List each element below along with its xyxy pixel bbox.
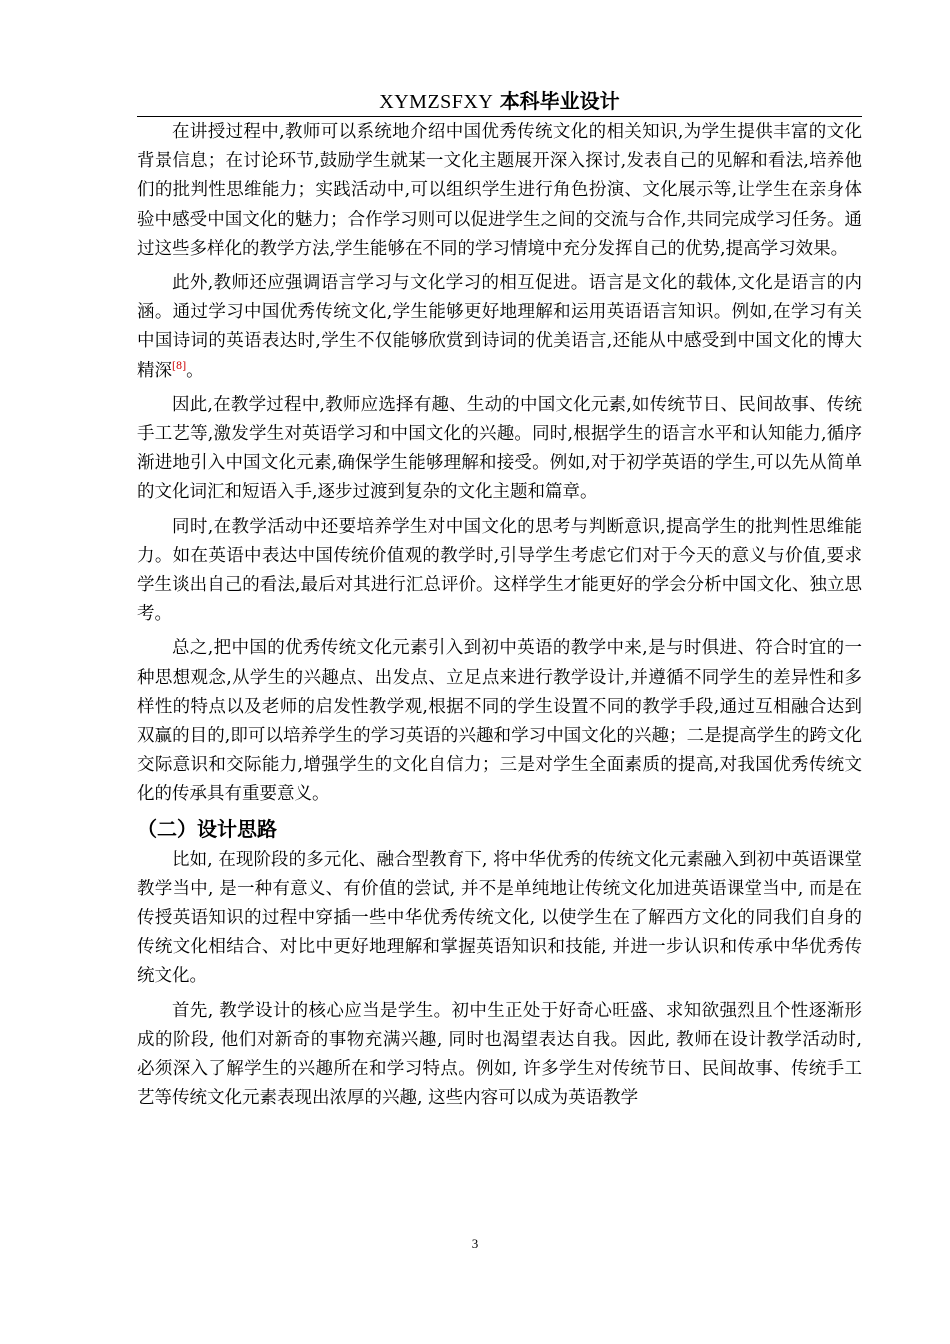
paragraph-tail: 。 xyxy=(186,360,204,381)
paragraph: 总之,把中国的优秀传统文化元素引入到初中英语的教学中来,是与时俱进、符合时宜的一种思想观念,从学生的兴趣点、出发点、立足点来进行教学设计,并遵循不同学生的差异性和多样性的特点以及老师的启发性教学观,根据不同的学生设置不同的教学手段,通过互相融合达到双赢的目的,即可以培养学生的学习英语的兴趣和学习中国文化的兴趣；二是提高学生的跨文化交际意识和交际能力,增强学生的文化自信力；三是对学生全面素质的提高,对我国优秀传统文化的传承具有重要意义。 xyxy=(137,638,862,805)
document-body xyxy=(137,118,862,1114)
paragraph-text: 此外,教师还应强调语言学习与文化学习的相互促进。语言是文化的载体,文化是语言的内涵。通过学习中国优秀传统文化,学生能够更好地理解和运用英语语言知识。例如,在学习有关中国诗词的英语表达时,学生不仅能够欣赏到诗词的优美语言,还能从中感受到中国文化的博大精深 xyxy=(137,273,862,381)
paragraph: 首先, 教学设计的核心应当是学生。初中生正处于好奇心旺盛、求知欲强烈且个性逐渐形成的阶段, 他们对新奇的事物充满兴趣, 同时也渴望表达自我。因此, 教师在设计教学活动时, 必须深入了解学生的兴趣所在和学习特点。例如, 许多学生对传统节日、民间故事、传统手工艺等传统文化元素表现出浓厚的兴趣, 这些内容可以成为英语教学 xyxy=(137,1000,862,1109)
paragraph: 比如, 在现阶段的多元化、融合型教育下, 将中华优秀的传统文化元素融入到初中英语课堂教学当中, 是一种有意义、有价值的尝试, 并不是单纯地让传统文化加进英语课堂当中, 而是在传授英语知识的过程中穿插一些中华优秀传统文化, 以使学生在了解西方文化的同我们自身的传统文化相结合、对比中更好地理解和掌握英语知识和技能, 并进一步认识和传承中华优秀传统文化。 xyxy=(137,849,862,987)
page-header xyxy=(137,88,862,115)
section-heading: （二）设计思路 xyxy=(137,816,277,841)
header-title: 本科毕业设计 xyxy=(499,89,620,113)
header-latin: XYMZSFXY xyxy=(379,91,494,113)
header-rule xyxy=(137,116,862,117)
paragraph xyxy=(137,269,862,386)
page-number: 3 xyxy=(471,1236,479,1251)
paragraph: 同时,在教学活动中还要培养学生对中国文化的思考与判断意识,提高学生的批判性思维能力。如在英语中表达中国传统价值观的教学时,引导学生考虑它们对于今天的意义与价值,要求学生谈出自己的看法,最后对其进行汇总评价。这样学生才能更好的学会分析中国文化、独立思考。 xyxy=(137,516,862,625)
paragraph: 因此,在教学过程中,教师应选择有趣、生动的中国文化元素,如传统节日、民间故事、传统手工艺等,激发学生对英语学习和中国文化的兴趣。同时,根据学生的语言水平和认知能力,循序渐进地引入中国文化元素,确保学生能够理解和接受。例如,对于初学英语的学生,可以先从简单的文化词汇和短语入手,逐步过渡到复杂的文化主题和篇章。 xyxy=(137,394,862,503)
paragraph: 在讲授过程中,教师可以系统地介绍中国优秀传统文化的相关知识,为学生提供丰富的文化背景信息；在讨论环节,鼓励学生就某一文化主题展开深入探讨,发表自己的见解和看法,培养他们的批判性思维能力；实践活动中,可以组织学生进行角色扮演、文化展示等,让学生在亲身体验中感受中国文化的魅力；合作学习则可以促进学生之间的交流与合作,共同完成学习任务。通过这些多样化的教学方法,学生能够在不同的学习情境中充分发挥自己的优势,提高学习效果。 xyxy=(137,122,862,259)
citation-ref[interactable]: [8] xyxy=(172,360,187,372)
